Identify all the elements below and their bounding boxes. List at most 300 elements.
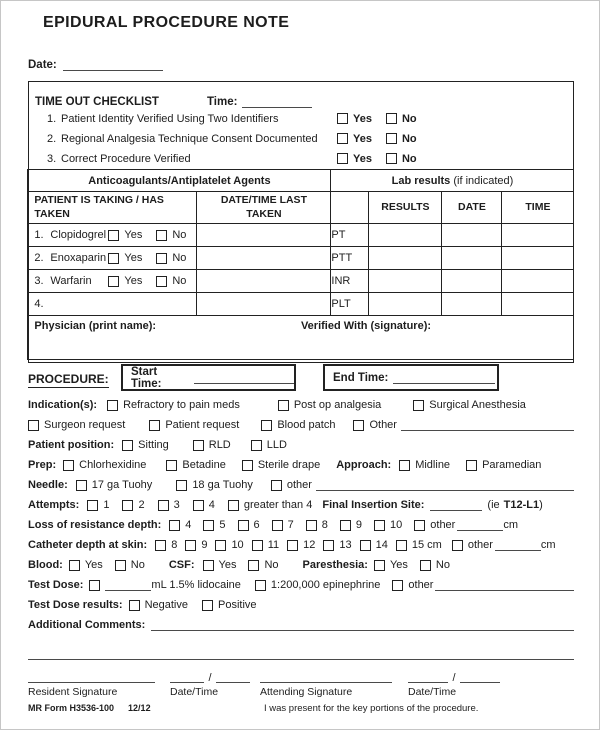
checkbox-no[interactable] bbox=[420, 559, 450, 571]
time-blank-field[interactable] bbox=[216, 671, 250, 683]
checkbox-icon bbox=[386, 153, 397, 164]
slash-separator: / bbox=[452, 672, 456, 684]
checkbox-label: 15 cm bbox=[411, 539, 442, 551]
anticoag-row-ptt bbox=[28, 247, 574, 270]
checkbox-label: No bbox=[172, 229, 187, 241]
text-ml-1-5-lidocaine: mL 1.5% lidocaine bbox=[151, 579, 241, 591]
line-loss-of-resistance-depth bbox=[28, 515, 574, 535]
checkbox-label: No bbox=[435, 559, 450, 571]
time-cell[interactable] bbox=[502, 224, 574, 247]
checkbox-label: Yes bbox=[84, 559, 103, 571]
drug-row-number: 3. bbox=[34, 275, 44, 287]
checkbox-yes[interactable] bbox=[374, 559, 408, 571]
line-indications-2 bbox=[28, 415, 574, 435]
checkbox-positive[interactable] bbox=[202, 599, 257, 611]
checkbox-icon bbox=[76, 480, 87, 491]
label-patient-position: Patient position: bbox=[28, 439, 115, 451]
footer-row bbox=[28, 703, 574, 714]
label-paresthesia: Paresthesia: bbox=[302, 559, 368, 571]
date-time-line bbox=[170, 671, 250, 683]
time-blank-field[interactable] bbox=[460, 671, 500, 683]
checkbox-label: RLD bbox=[208, 439, 231, 451]
checkbox-yes[interactable] bbox=[337, 133, 372, 145]
checkbox-label: Patient request bbox=[165, 419, 240, 431]
checkbox-label: greater than 4 bbox=[243, 499, 313, 511]
column-header-datetime-last-taken: DATE/TIME LAST TAKEN bbox=[197, 192, 331, 224]
line-comments-continued bbox=[28, 644, 574, 664]
checkbox-18-ga-tuohy[interactable] bbox=[176, 479, 253, 491]
checkbox-icon bbox=[386, 113, 397, 124]
checkbox-9[interactable] bbox=[340, 519, 362, 531]
checkbox-lld[interactable] bbox=[251, 439, 287, 451]
signature-label: Attending Signature bbox=[260, 686, 353, 698]
checkbox-negative[interactable] bbox=[129, 599, 188, 611]
checkbox-icon bbox=[108, 253, 119, 264]
label-t12-l1: T12-L1 bbox=[503, 499, 540, 511]
date-label: Date: bbox=[28, 59, 57, 71]
line-prep-approach bbox=[28, 455, 574, 475]
blank-field[interactable] bbox=[105, 579, 151, 591]
checkbox-icon bbox=[261, 420, 272, 431]
checkbox-yes[interactable] bbox=[69, 559, 103, 571]
anticoagulant-lab-table bbox=[27, 169, 574, 360]
checkbox-label: Sitting bbox=[138, 439, 169, 451]
end-time-box bbox=[323, 364, 499, 391]
checkbox-12[interactable] bbox=[287, 539, 315, 551]
start-time-label: Start Time: bbox=[131, 365, 162, 390]
checkbox-icon bbox=[69, 560, 80, 571]
checkbox-post-op-analgesia[interactable] bbox=[278, 399, 381, 411]
physician-verification-cell[interactable] bbox=[28, 316, 574, 360]
text-ie: (ie bbox=[487, 499, 500, 511]
checkbox-no[interactable] bbox=[115, 559, 145, 571]
timeout-item-text: Patient Identity Verified Using Two Identifiers bbox=[61, 112, 279, 125]
checkbox-other[interactable] bbox=[452, 539, 493, 551]
checkbox-no[interactable] bbox=[156, 252, 186, 264]
checkbox-label: No bbox=[264, 559, 279, 571]
line-blood-csf-paresthesia bbox=[28, 555, 574, 575]
checkbox-icon bbox=[155, 540, 166, 551]
checkbox-icon bbox=[185, 540, 196, 551]
checkbox-other[interactable] bbox=[392, 579, 433, 591]
checkbox-label: 12 bbox=[303, 539, 316, 551]
drug-cell bbox=[28, 224, 197, 247]
checkbox-other[interactable] bbox=[414, 519, 455, 531]
checkbox-icon bbox=[337, 133, 348, 144]
checkbox-icon bbox=[278, 400, 289, 411]
datetime-last-taken-cell[interactable] bbox=[197, 224, 331, 247]
checkbox-label: other bbox=[467, 539, 493, 551]
checkbox-label: 9 bbox=[355, 519, 363, 531]
drug-cell bbox=[28, 247, 197, 270]
blank-field[interactable] bbox=[28, 648, 574, 660]
checkbox-chlorhexidine[interactable] bbox=[63, 459, 146, 471]
checkbox-label: Yes bbox=[124, 229, 143, 241]
signature-column-attending-signature-3 bbox=[260, 671, 392, 698]
checkbox-label: other bbox=[430, 519, 456, 531]
drug-name: Warfarin bbox=[50, 275, 92, 287]
checkbox-label: Refractory to pain meds bbox=[123, 399, 240, 411]
checkbox-rld[interactable] bbox=[193, 439, 231, 451]
checkbox-8[interactable] bbox=[155, 539, 177, 551]
line-patient-position bbox=[28, 435, 574, 455]
checkbox-icon bbox=[414, 520, 425, 531]
checkbox-icon bbox=[28, 420, 39, 431]
checkbox-10[interactable] bbox=[215, 539, 243, 551]
checkbox-label: No bbox=[172, 252, 187, 264]
checkbox-label: Negative bbox=[144, 599, 188, 611]
checkbox-no[interactable] bbox=[386, 113, 417, 125]
checkbox-8[interactable] bbox=[306, 519, 328, 531]
date-time-line bbox=[408, 671, 500, 683]
checkbox-icon bbox=[203, 520, 214, 531]
date-blank-field[interactable] bbox=[170, 671, 204, 683]
checkbox-15-cm[interactable] bbox=[396, 539, 442, 551]
checkbox-label: No bbox=[401, 112, 417, 125]
checkbox-label: Yes bbox=[218, 559, 237, 571]
checkbox-yes[interactable] bbox=[108, 229, 142, 241]
checkbox-5[interactable] bbox=[203, 519, 225, 531]
checkbox-icon bbox=[87, 500, 98, 511]
checkbox-label: Positive bbox=[217, 599, 257, 611]
checkbox-icon bbox=[272, 520, 283, 531]
checkbox-icon bbox=[248, 560, 259, 571]
checkbox-4[interactable] bbox=[169, 519, 191, 531]
timeout-yes-no-group bbox=[337, 129, 417, 148]
timeout-item-number: 1. bbox=[47, 112, 57, 125]
checkbox-label: No bbox=[172, 275, 187, 287]
checkbox-icon bbox=[386, 133, 397, 144]
drug-row-number: 4. bbox=[34, 298, 44, 310]
timeout-item-2 bbox=[29, 129, 573, 148]
results-cell[interactable] bbox=[369, 224, 442, 247]
checkbox-label: Yes bbox=[389, 559, 408, 571]
checkbox-other[interactable] bbox=[353, 419, 397, 431]
checkbox-icon bbox=[340, 520, 351, 531]
checkbox-yes[interactable] bbox=[108, 275, 142, 287]
checkbox-icon bbox=[203, 560, 214, 571]
checkbox-9[interactable] bbox=[185, 539, 207, 551]
checkbox-icon bbox=[287, 540, 298, 551]
label-test-dose: Test Dose: bbox=[28, 579, 84, 591]
checkbox-no[interactable] bbox=[156, 275, 186, 287]
checkbox-label: Yes bbox=[353, 152, 372, 165]
timeout-yes-no-group bbox=[337, 149, 417, 168]
label-loss-of-resistance-depth: Loss of resistance depth: bbox=[28, 519, 162, 531]
lab-test-label: PT bbox=[331, 224, 369, 247]
checkbox-paramedian[interactable] bbox=[466, 459, 541, 471]
checkbox-yes[interactable] bbox=[337, 113, 372, 125]
timeout-item-1 bbox=[29, 109, 573, 128]
checkbox-label: Blood patch bbox=[277, 419, 336, 431]
checkbox-label: other bbox=[286, 479, 312, 491]
checkbox-label: LLD bbox=[266, 439, 287, 451]
checkbox-label: 13 bbox=[339, 539, 352, 551]
checkbox-icon bbox=[202, 600, 213, 611]
checkbox-label: Midline bbox=[415, 459, 451, 471]
drug-row-number: 2. bbox=[34, 252, 44, 264]
checkbox-icon bbox=[129, 600, 140, 611]
datetime-last-taken-cell[interactable] bbox=[197, 293, 331, 316]
date-cell[interactable] bbox=[442, 270, 502, 293]
checkbox-no[interactable] bbox=[248, 559, 278, 571]
drug-name: Clopidogrel bbox=[50, 229, 107, 241]
checkbox-sterile-drape[interactable] bbox=[242, 459, 320, 471]
checkbox-label: 1 bbox=[103, 499, 110, 511]
checkbox-yes[interactable] bbox=[337, 153, 372, 165]
lab-results-group-header: Lab results (if indicated) bbox=[331, 170, 574, 192]
blank-field[interactable] bbox=[401, 419, 574, 431]
timeout-item-number: 2. bbox=[47, 132, 57, 145]
checkbox-icon bbox=[156, 230, 167, 241]
text-cm: cm bbox=[503, 519, 519, 531]
checkbox-icon bbox=[156, 253, 167, 264]
timeout-item-3 bbox=[29, 149, 573, 168]
drug-name: Enoxaparin bbox=[50, 252, 107, 264]
checkbox-label: Sterile drape bbox=[257, 459, 321, 471]
checkbox-icon bbox=[271, 480, 282, 491]
checkbox-icon bbox=[323, 540, 334, 551]
checkbox-6[interactable] bbox=[238, 519, 260, 531]
checkbox-no[interactable] bbox=[386, 133, 417, 145]
checkbox-1[interactable] bbox=[87, 499, 109, 511]
checkbox-14[interactable] bbox=[360, 539, 388, 551]
end-time-label: End Time: bbox=[333, 371, 389, 384]
date-cell[interactable] bbox=[442, 247, 502, 270]
checkbox-icon bbox=[215, 540, 226, 551]
results-cell[interactable] bbox=[369, 293, 442, 316]
checkbox-icon bbox=[255, 580, 266, 591]
checkbox-icon bbox=[242, 460, 253, 471]
anticoag-row-plt bbox=[28, 293, 574, 316]
column-header-time: TIME bbox=[502, 192, 574, 224]
checkbox-icon bbox=[149, 420, 160, 431]
label-blood: Blood: bbox=[28, 559, 63, 571]
checkbox-label: 10 bbox=[390, 519, 403, 531]
checkbox-icon bbox=[252, 540, 263, 551]
checkbox-no[interactable] bbox=[386, 153, 417, 165]
anticoag-row-pt bbox=[28, 224, 574, 247]
time-cell[interactable] bbox=[502, 247, 574, 270]
checkbox-label: 18 ga Tuohy bbox=[192, 479, 253, 491]
checkbox-blank[interactable] bbox=[89, 580, 105, 591]
checkbox-icon bbox=[176, 480, 187, 491]
procedure-header-row bbox=[28, 364, 574, 393]
time-cell[interactable] bbox=[502, 270, 574, 293]
checkbox-icon bbox=[156, 276, 167, 287]
checkbox-label: 2 bbox=[138, 499, 145, 511]
checkbox-label: 4 bbox=[208, 499, 215, 511]
date-blank-field[interactable] bbox=[63, 59, 163, 71]
date-row bbox=[28, 59, 163, 71]
checkbox-icon bbox=[193, 500, 204, 511]
line-test-dose-results bbox=[28, 595, 574, 615]
checkbox-icon bbox=[374, 560, 385, 571]
checkbox-icon bbox=[374, 520, 385, 531]
signature-label: Date/Time bbox=[408, 686, 457, 698]
checkbox-icon bbox=[413, 400, 424, 411]
label-test-dose-results: Test Dose results: bbox=[28, 599, 123, 611]
lab-test-label: INR bbox=[331, 270, 369, 293]
blank-field[interactable] bbox=[495, 539, 541, 551]
signature-label: Date/Time bbox=[170, 686, 219, 698]
checkbox-10[interactable] bbox=[374, 519, 402, 531]
checkbox-betadine[interactable] bbox=[166, 459, 225, 471]
form-revision: 12/12 bbox=[128, 703, 151, 713]
results-cell[interactable] bbox=[369, 247, 442, 270]
checkbox-midline[interactable] bbox=[399, 459, 450, 471]
checkbox-icon bbox=[452, 540, 463, 551]
checkbox-label: 10 bbox=[231, 539, 244, 551]
signature-column-resident-signature-1 bbox=[28, 671, 155, 698]
line-needle bbox=[28, 475, 574, 495]
signature-blank-field[interactable] bbox=[260, 671, 392, 683]
checkbox-other[interactable] bbox=[271, 479, 312, 491]
results-cell[interactable] bbox=[369, 270, 442, 293]
checkbox-patient-request[interactable] bbox=[149, 419, 239, 431]
checkbox-11[interactable] bbox=[252, 539, 279, 551]
timeout-items bbox=[29, 109, 573, 168]
label-needle: Needle: bbox=[28, 479, 68, 491]
checkbox-label: 9 bbox=[201, 539, 208, 551]
line-catheter-depth-at-skin bbox=[28, 535, 574, 555]
checkbox-label: Surgical Anesthesia bbox=[429, 399, 526, 411]
checkbox-blood-patch[interactable] bbox=[261, 419, 335, 431]
time-cell[interactable] bbox=[502, 293, 574, 316]
datetime-last-taken-cell[interactable] bbox=[197, 270, 331, 293]
attending-signature-line bbox=[260, 671, 392, 683]
timeout-item-text: Regional Analgesia Technique Consent Documented bbox=[61, 132, 318, 145]
slash-separator: / bbox=[208, 672, 212, 684]
checkbox-label: 5 bbox=[219, 519, 226, 531]
blank-field[interactable] bbox=[435, 579, 574, 591]
procedure-heading: PROCEDURE: bbox=[28, 372, 109, 386]
start-time-blank-field[interactable] bbox=[194, 372, 294, 384]
procedure-detail-lines bbox=[28, 395, 574, 664]
checkbox-no[interactable] bbox=[156, 229, 186, 241]
checkbox-13[interactable] bbox=[323, 539, 351, 551]
signature-column-date-time-4 bbox=[408, 671, 500, 698]
blank-field[interactable] bbox=[457, 519, 503, 531]
checkbox-icon bbox=[353, 420, 364, 431]
checkbox-icon bbox=[193, 440, 204, 451]
label-prep: Prep: bbox=[28, 459, 57, 471]
end-time-blank-field[interactable] bbox=[393, 372, 495, 384]
line-attempts bbox=[28, 495, 574, 515]
checkbox-icon bbox=[115, 560, 126, 571]
start-time-box bbox=[121, 364, 296, 391]
checkbox-icon bbox=[420, 560, 431, 571]
checkbox-label: Yes bbox=[353, 132, 372, 145]
checkbox-refractory-to-pain-meds[interactable] bbox=[107, 399, 240, 411]
checkbox-icon bbox=[392, 580, 403, 591]
checkbox-label: No bbox=[401, 152, 417, 165]
blank-field[interactable] bbox=[151, 619, 574, 631]
checkbox-label: 4 bbox=[185, 519, 192, 531]
date-blank-field[interactable] bbox=[408, 671, 448, 683]
blank-field[interactable] bbox=[430, 499, 482, 511]
anticoag-row-inr bbox=[28, 270, 574, 293]
checkbox-label: 8 bbox=[171, 539, 178, 551]
timeout-item-text: Correct Procedure Verified bbox=[61, 152, 191, 165]
timeout-item-number: 3. bbox=[47, 152, 57, 165]
checkbox-label: Yes bbox=[353, 112, 372, 125]
checkbox-label: 1:200,000 epinephrine bbox=[270, 579, 381, 591]
checkbox-icon bbox=[228, 500, 239, 511]
checkbox-label: Post op analgesia bbox=[293, 399, 382, 411]
checkbox-label: 14 bbox=[375, 539, 388, 551]
form-number: MR Form H3536-100 12/12 bbox=[28, 703, 151, 713]
column-header-date: DATE bbox=[442, 192, 502, 224]
checkbox-label: Yes bbox=[124, 275, 143, 287]
checkbox-surgeon-request[interactable] bbox=[28, 419, 125, 431]
checkbox-icon bbox=[466, 460, 477, 471]
checkbox-2[interactable] bbox=[122, 499, 144, 511]
checkbox-label: 11 bbox=[267, 539, 280, 551]
signature-blank-field[interactable] bbox=[28, 671, 155, 683]
date-cell[interactable] bbox=[442, 293, 502, 316]
line-test-dose bbox=[28, 575, 574, 595]
checkbox-3[interactable] bbox=[158, 499, 180, 511]
datetime-last-taken-cell[interactable] bbox=[197, 247, 331, 270]
checkbox-7[interactable] bbox=[272, 519, 294, 531]
checklist-and-lab-box bbox=[28, 81, 574, 363]
checkbox-icon bbox=[108, 276, 119, 287]
checkbox-label: Surgeon request bbox=[44, 419, 126, 431]
date-cell[interactable] bbox=[442, 224, 502, 247]
timeout-header bbox=[29, 82, 573, 108]
checkbox-label: 17 ga Tuohy bbox=[91, 479, 153, 491]
drug-row-number: 1. bbox=[34, 229, 44, 241]
checkbox-icon bbox=[122, 500, 133, 511]
checkbox-greater-than-4[interactable] bbox=[228, 499, 313, 511]
checkbox-surgical-anesthesia[interactable] bbox=[413, 399, 526, 411]
label-csf: CSF: bbox=[168, 559, 195, 571]
checkbox-1-200-000-epinephrine[interactable] bbox=[255, 579, 380, 591]
checkbox-icon bbox=[63, 460, 74, 471]
lab-test-label: PLT bbox=[331, 293, 369, 316]
checkbox-label: Betadine bbox=[182, 459, 226, 471]
text-cm: cm bbox=[540, 539, 556, 551]
checkbox-icon bbox=[158, 500, 169, 511]
checkbox-label: 7 bbox=[287, 519, 294, 531]
checkbox-label: 3 bbox=[173, 499, 180, 511]
checkbox-label: Chlorhexidine bbox=[79, 459, 147, 471]
signature-column-date-time-2 bbox=[170, 671, 250, 698]
physician-print-name-label: Physician (print name): bbox=[34, 320, 157, 332]
checkbox-yes[interactable] bbox=[203, 559, 237, 571]
checkbox-yes[interactable] bbox=[108, 252, 142, 264]
text-blank: ) bbox=[539, 499, 543, 511]
label-attempts: Attempts: bbox=[28, 499, 80, 511]
drug-cell bbox=[28, 293, 197, 316]
timeout-time-blank-field[interactable] bbox=[242, 96, 312, 108]
checkbox-sitting[interactable] bbox=[122, 439, 169, 451]
line-additional-comments bbox=[28, 615, 574, 635]
lab-test-label: PTT bbox=[331, 247, 369, 270]
attending-presence-note: I was present for the key portions of the procedure. bbox=[264, 703, 479, 714]
checkbox-icon bbox=[396, 540, 407, 551]
label-catheter-depth-at-skin: Catheter depth at skin: bbox=[28, 539, 148, 551]
timeout-yes-no-group bbox=[337, 109, 417, 128]
timeout-checklist-section bbox=[29, 82, 573, 168]
checkbox-icon bbox=[238, 520, 249, 531]
checkbox-label: No bbox=[401, 132, 417, 145]
checkbox-4[interactable] bbox=[193, 499, 215, 511]
checkbox-17-ga-tuohy[interactable] bbox=[76, 479, 153, 491]
blank-field[interactable] bbox=[316, 479, 574, 491]
label-approach: Approach: bbox=[336, 459, 392, 471]
